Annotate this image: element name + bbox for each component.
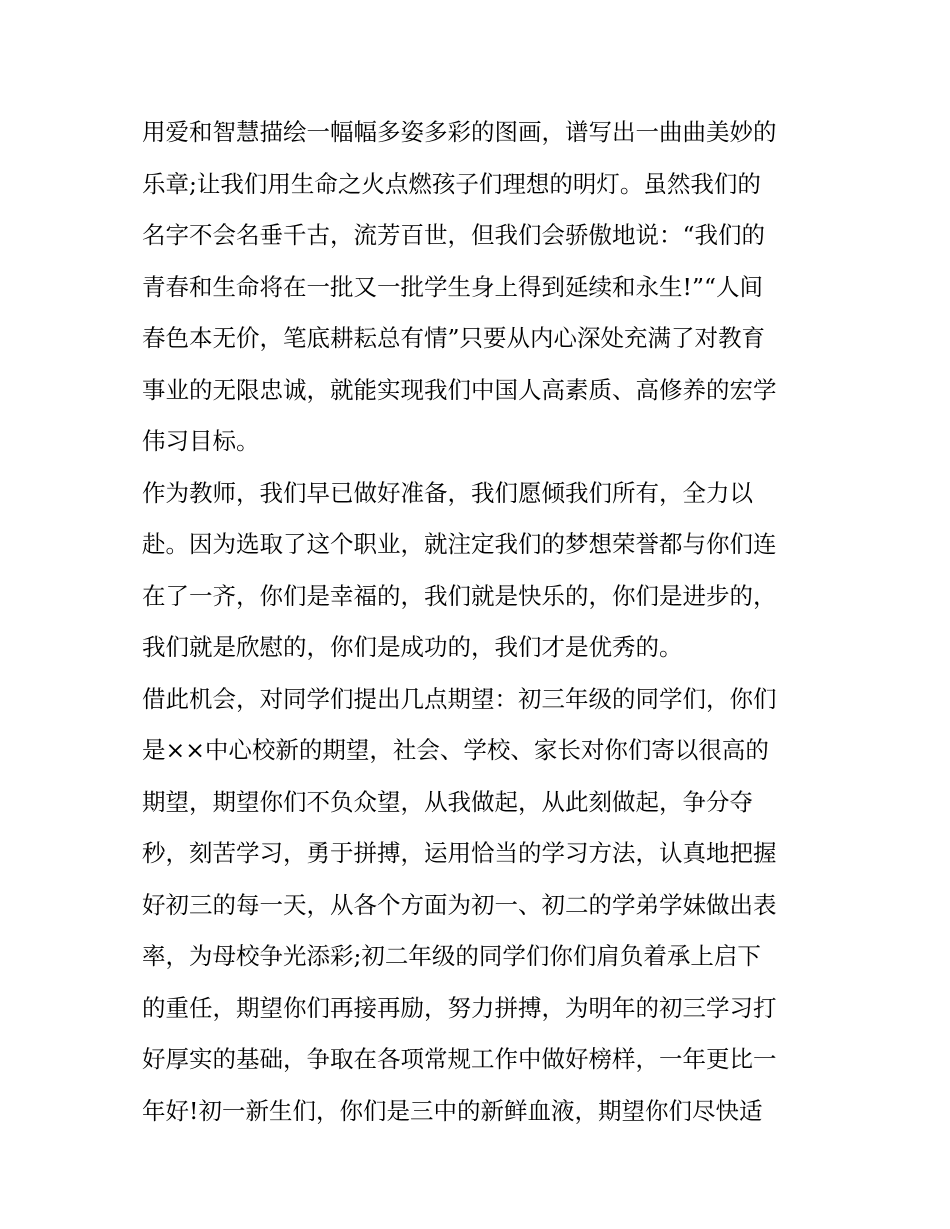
document-page [142, 107, 822, 1137]
text-line: 期望，期望你们不负众望，从我做起，从此刻做起，争分夺 [142, 787, 753, 816]
text-line: 赴。因为选取了这个职业，就注定我们的梦想荣誉都与你们连 [142, 530, 777, 558]
paragraph-1 [142, 107, 822, 468]
text-line: 事业的无限忠诚，就能实现我们中国人高素质、高修养的宏学 [142, 375, 777, 404]
text-line: 好厚实的基础，争取在各项常规工作中做好榜样，一年更比一 [142, 1045, 777, 1073]
text-line: 春色本无价，笔底耕耘总有情”只要从内心深处充满了对教育 [142, 324, 766, 352]
text-line: 好初三的每一天，从各个方面为初一、初二的学弟学妹做出表 [142, 890, 777, 919]
text-line: 在了一齐，你们是幸福的，我们就是快乐的，你们是进步的， [142, 581, 777, 610]
text-line: 我们就是欣慰的，你们是成功的，我们才是优秀的。 [142, 633, 683, 661]
text-line: 乐章;让我们用生命之火点燃孩子们理想的明灯。虽然我们的 [142, 169, 761, 198]
text-line: 是××中心校新的期望，社会、学校、家长对你们寄以很高的 [142, 736, 769, 764]
paragraph-3 [142, 674, 822, 1138]
text-line: 的重任，期望你们再接再励，努力拼搏，为明年的初三学习打 [142, 993, 777, 1022]
text-line: 年好!初一新生们，你们是三中的新鲜血液，期望你们尽快适 [142, 1096, 763, 1125]
text-line: 伟习目标。 [142, 427, 260, 455]
text-line: 青春和生命将在一批又一批学生身上得到延续和永生!”“人间 [142, 272, 763, 301]
text-line: 借此机会，对同学们提出几点期望：初三年级的同学们，你们 [142, 684, 777, 713]
text-line: 作为教师，我们早已做好准备，我们愿倾我们所有，全力以 [142, 478, 753, 507]
text-line: 用爱和智慧描绘一幅幅多姿多彩的图画，谱写出一曲曲美妙的 [142, 118, 777, 146]
text-line: 名字不会名垂千古，流芳百世，但我们会骄傲地说：“我们的 [142, 221, 766, 249]
text-line: 秒，刻苦学习，勇于拼搏，运用恰当的学习方法，认真地把握 [142, 839, 777, 867]
paragraph-2 [142, 468, 822, 674]
text-line: 率，为母校争光添彩;初二年级的同学们你们肩负着承上启下 [142, 942, 761, 970]
